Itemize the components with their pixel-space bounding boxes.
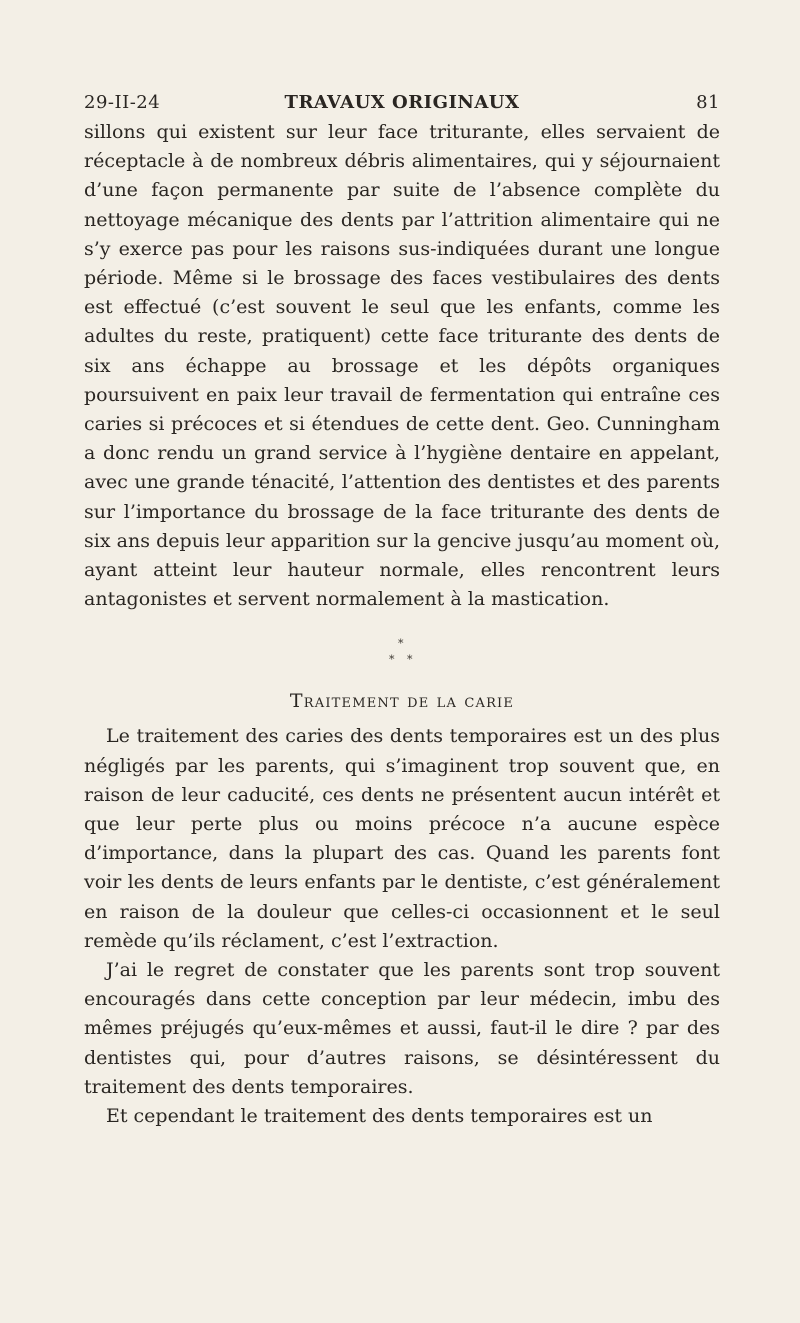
body-text: [84, 118, 720, 1131]
header-title: TRAVAUX ORIGINAUX: [284, 92, 520, 113]
header-date: 29-II-24: [84, 92, 161, 113]
running-header: [84, 88, 720, 118]
paragraph-4: Et cependant le traitement des dents temporaires est un: [106, 1105, 653, 1128]
paragraph-2: Le traitement des caries des dents temporaires est un des plus négligés par les parents, qui s’imaginent trop souvent que, en raison de leur caducité, ces dents ne présentent aucun intérêt et que leur perte plus ou moins précoce n’a aucune espèce d’importance, dans la plupart des cas. Quand les parents font voir les dents de leurs enfants par le dentiste, c’est généralement en raison de la douleur que celles-ci occasionnent et le seul remède qu’ils réclament, c’est l’extraction.: [84, 725, 720, 952]
page-number: 81: [696, 92, 720, 113]
asterism-star-top: *: [398, 637, 404, 651]
paragraph-1: sillons qui existent sur leur face triturante, elles servaient de réceptacle à de nombreux débris alimentaires, qui y séjournaient d’une façon permanente par suite de l’absence complète du nettoyage mécanique des dents par l’attrition alimentaire qui ne s’y exerce pas pour les raisons sus-indiquées durant une longue période. Même si le brossage des faces vestibulaires des dents est effectué (c’est souvent le seul que les enfants, comme les adultes du reste, pratiquent) cette face triturante des dents de six ans échappe au brossage et les dépôts organiques poursuivent en paix leur travail de fermentation qui entraîne ces caries si précoces et si étendues de cette dent. Geo. Cunningham a donc rendu un grand service à l’hygiène dentaire en appelant, avec une grande ténacité, l’attention des dentistes et des parents sur l’importance du brossage de la face triturante des dents de six ans depuis leur apparition sur la gencive jusqu’au moment où, ayant atteint leur hauteur normale, elles rencontrent leurs antagonistes et servent normalement à la mastication.: [84, 121, 720, 611]
asterism-star-left: *: [389, 653, 395, 667]
asterism-star-right: *: [407, 653, 413, 667]
section-title: Traitement de la carie: [289, 690, 515, 713]
paragraph-3: J’ai le regret de constater que les parents sont trop souvent encouragés dans cette conception par leur médecin, imbu des mêmes préjugés qu’eux-mêmes et aussi, faut-il le dire ? par des dentistes qui, pour d’autres raisons, se désintéressent du traitement des dents temporaires.: [84, 959, 720, 1098]
asterism: [84, 620, 720, 680]
